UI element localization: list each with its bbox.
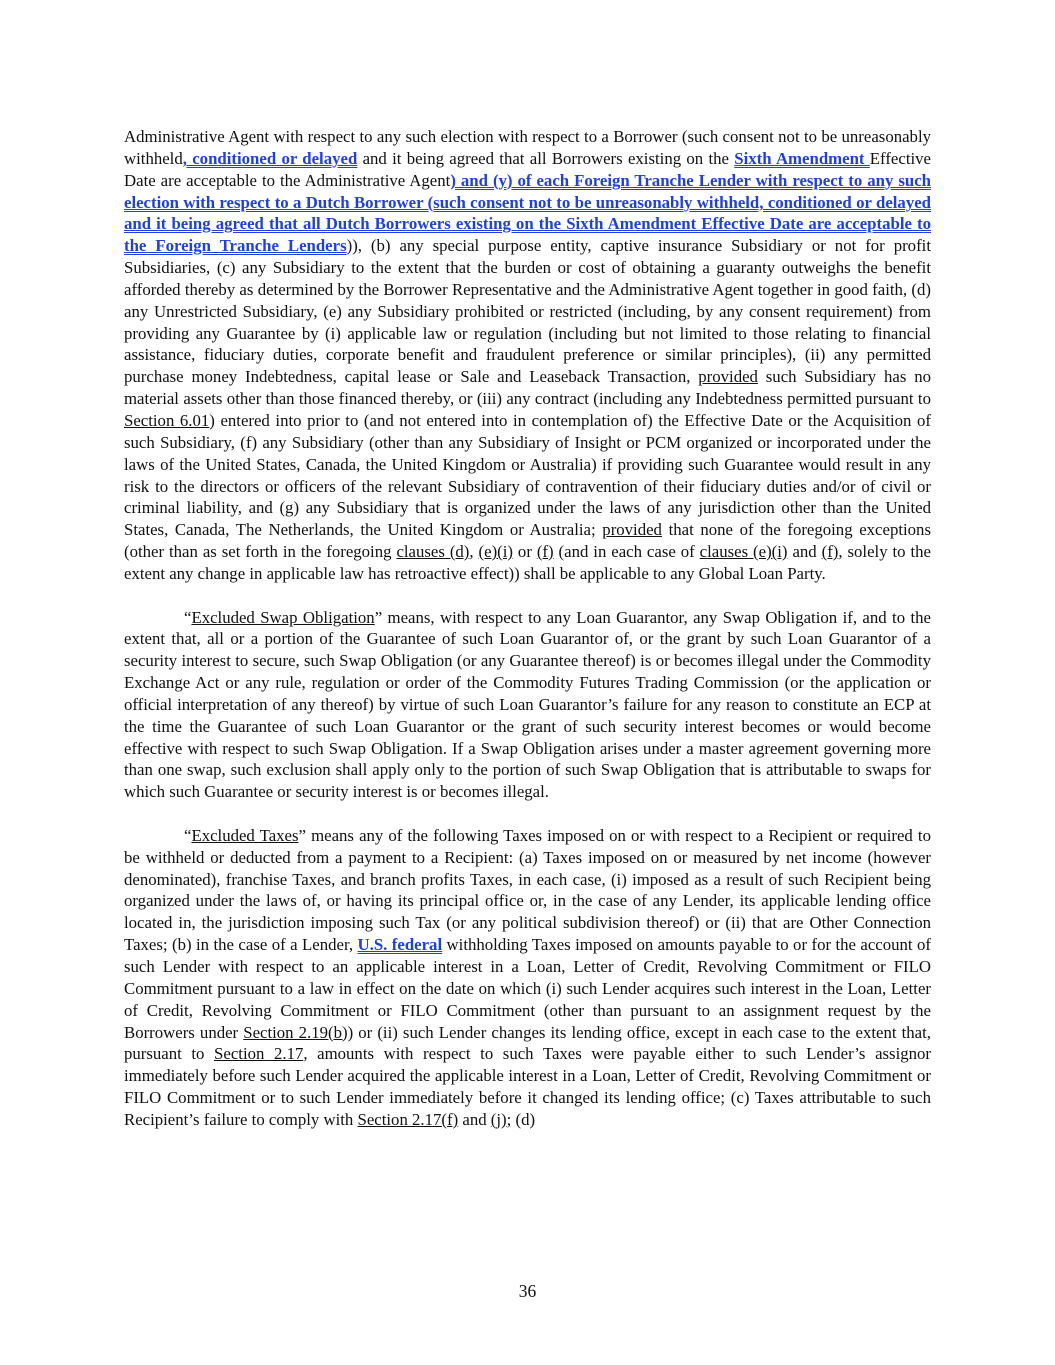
text-run: and	[458, 1109, 491, 1129]
paragraph-excluded-swap-obligation	[124, 607, 931, 804]
document-page	[124, 126, 931, 1153]
inserted-text: Sixth Amendment	[734, 148, 870, 168]
inserted-text: U.S. federal	[357, 935, 443, 955]
underlined-term: provided	[602, 520, 662, 540]
text-run: and	[787, 542, 822, 562]
inserted-text: ) and (y) of each Foreign Tranche Lender with respect to any such election with respect to a Dutch Borrower (such consent not to be unreasonably withheld, conditioned or delayed and it being agreed that all Dutch Borrowers existing on the Sixth Amendment Effective Date are acceptable to the Foreign Tranche Lenders	[124, 170, 931, 256]
text-run: )), (b) any special purpose entity, captive insurance Subsidiary or not for profit Subsidiaries, (c) any Subsidiary to the extent that the burden or cost of obtaining a guaranty outweighs the benefit afforded thereby as determined by the Borrower Representative and the Administrative Agent together in good faith, (d) any Unrestricted Subsidiary, (e) any Subsidiary prohibited or restricted (including, by any consent requirement) from providing any Guarantee by (i) applicable law or regulation (including but not limited to those relating to financial assistance, fiduciary duties, corporate benefit and fraudulent preference or similar principles), (ii) any permitted purchase money Indebtedness, capital lease or Sale and Leaseback Transaction,	[124, 236, 931, 387]
text-run: ,	[469, 542, 479, 562]
paragraph-excluded-taxes	[124, 825, 931, 1131]
paragraph-excluded-subsidiary-continued	[124, 126, 931, 585]
text-run: , solely to the extent any change in applicable law has retroactive effect)) shall be applicable to any Global Loan Party.	[124, 542, 931, 583]
section-reference: Section 2.17	[214, 1044, 304, 1064]
text-run: Administrative Agent with respect to any such election with respect to a Borrower (such consent not to be unreasonably withheld	[124, 127, 931, 168]
text-run: (and in each case of	[553, 542, 700, 562]
text-run: or	[513, 542, 537, 562]
text-run: ) entered into prior to (and not entered into in contemplation of) the Effective Date or the Acquisition of such Subsidiary, (f) any Subsidiary (other than any Subsidiary of Insight or PCM organized or incorporated under the laws of the United States, Canada, the United Kingdom or Australia) if providing such Guarantee would result in any risk to the directors or officers of the relevant Subsidiary of contravention of their fiduciary duties and/or of civil or criminal liability, and (g) any Subsidiary that is organized under the laws of any jurisdiction other than the United States, Canada, The Netherlands, the United Kingdom or Australia;	[124, 410, 931, 540]
text-run: Effective Date are acceptable to the Administrative Agent	[124, 148, 931, 190]
clause-reference: (j)	[490, 1109, 507, 1129]
text-run: “	[184, 825, 192, 845]
page-number: 36	[518, 1281, 537, 1301]
text-run: , amounts with respect to such Taxes were payable either to such Lender’s assignor immediately before such Lender acquired the applicable interest in a Loan, Letter of Credit, Revolving Commitment or FILO Commitment or to such Lender immediately before it changed its lending office; (c) Taxes attributable to such Recipient’s failure to comply with	[124, 1044, 931, 1129]
text-run: “	[184, 607, 192, 627]
text-run: ” means any of the following Taxes imposed on or with respect to a Recipient or required to be withheld or deducted from a payment to a Recipient: (a) Taxes imposed on or measured by net income (however denominated), franchise Taxes, and branch profits Taxes, in each case, (i) imposed as a result of such Recipient being organized under the laws of, or having its principal office or, in the case of any Lender, its applicable lending office located in, the jurisdiction imposing such Tax (or any political subdivision thereof) or (ii) that are Other Connection Taxes; (b) in the case of a Lender,	[124, 825, 931, 955]
section-reference: Section 6.01	[124, 410, 210, 430]
defined-term: Excluded Taxes	[191, 825, 299, 845]
text-run: such Subsidiary has no material assets other than those financed thereby, or (iii) any contract (including any Indebtedness permitted pursuant to	[124, 367, 932, 409]
clause-reference: (f)	[536, 542, 554, 562]
underlined-term: provided	[698, 367, 758, 387]
clause-reference: clauses (d)	[396, 542, 470, 562]
section-reference: Section 2.19(b)	[243, 1022, 348, 1042]
text-run: ) or (ii) such Lender changes its lending office, except in each case to the extent that, pursuant to	[124, 1022, 931, 1064]
clause-reference: (f)	[821, 542, 839, 562]
defined-term: Excluded Swap Obligation	[191, 607, 375, 627]
inserted-text: , conditioned or delayed	[182, 148, 358, 168]
section-reference: Section 2.17(f)	[357, 1109, 459, 1129]
text-run: that none of the foregoing exceptions (other than as set forth in the foregoing	[124, 520, 931, 562]
text-run: withholding Taxes imposed on amounts payable to or for the account of such Lender with respect to an applicable interest in a Loan, Letter of Credit, Revolving Commitment or FILO Commitment pursuant to a law in effect on the date on which (i) such Lender acquires such interest in the Loan, Letter of Credit, Revolving Commitment or FILO Commitment (other than pursuant to an assignment request by the Borrowers under	[124, 935, 932, 1042]
clause-reference: (e)(i)	[478, 542, 513, 562]
text-run: and it being agreed that all Borrowers existing on the	[357, 148, 735, 168]
text-run: ; (d)	[506, 1109, 536, 1129]
text-run: ” means, with respect to any Loan Guarantor, any Swap Obligation if, and to the extent that, all or a portion of the Guarantee of such Loan Guarantor of, or the grant by such Loan Guarantor of a security interest to secure, such Swap Obligation (or any Guarantee thereof) is or becomes illegal under the Commodity Exchange Act or any rule, regulation or order of the Commodity Futures Trading Commission (or the application or official interpretation of any thereof) by virtue of such Loan Guarantor’s failure for any reason to constitute an ECP at the time the Guarantee of such Loan Guarantor or the grant of such security interest becomes or would become effective with respect to such Swap Obligation. If a Swap Obligation arises under a master agreement governing more than one swap, such exclusion shall apply only to the portion of such Swap Obligation that is attributable to swaps for which such Guarantee or security interest is or becomes illegal.	[124, 607, 931, 802]
clause-reference: clauses (e)(i)	[699, 542, 788, 562]
